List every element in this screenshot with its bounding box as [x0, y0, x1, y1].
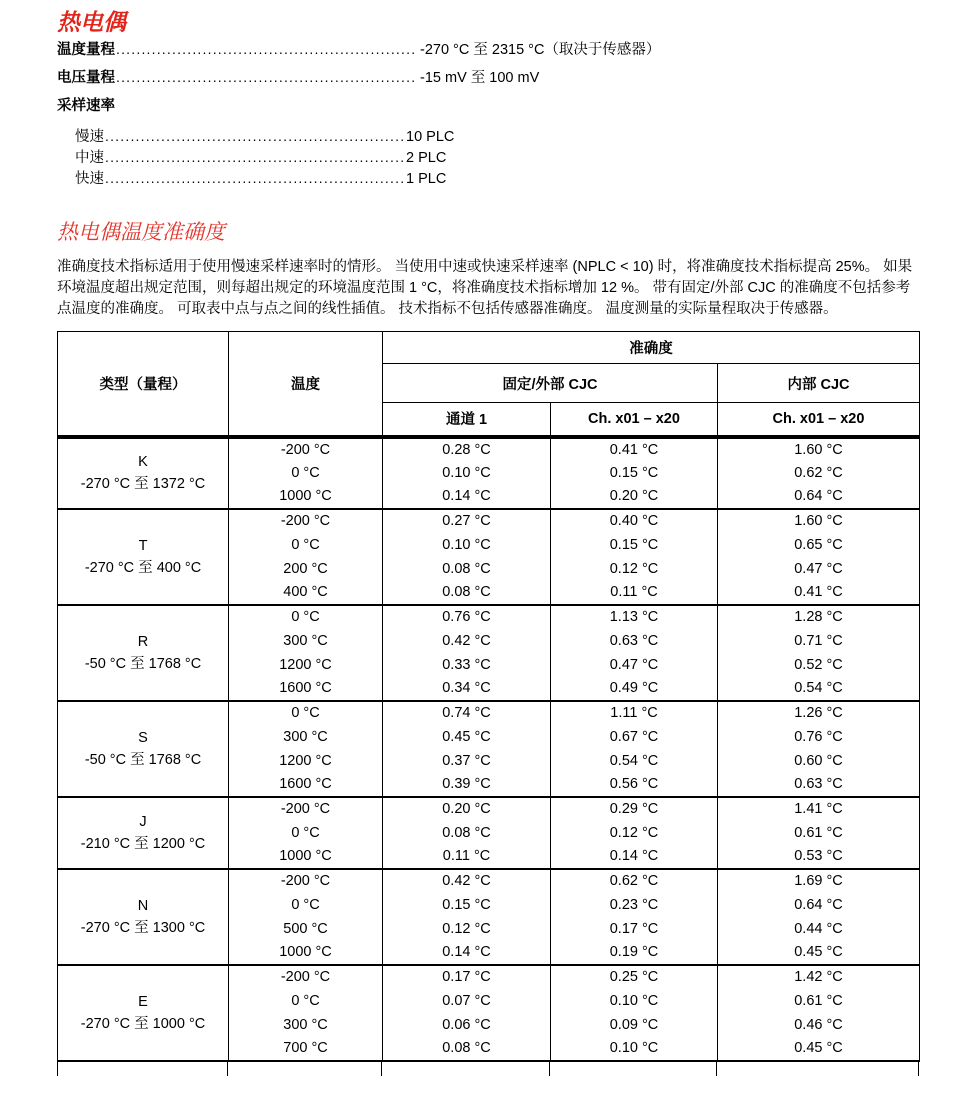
internal-accuracy-cell: 0.41 °C	[718, 581, 920, 605]
channel1-accuracy-cell: 0.74 °C	[383, 701, 551, 725]
channel1-accuracy-cell: 0.34 °C	[383, 677, 551, 701]
spec-value: 1 PLC	[406, 171, 447, 187]
header-channel-1: 通道 1	[383, 403, 551, 437]
internal-accuracy-cell: 0.76 °C	[718, 725, 920, 749]
dot-leader	[116, 69, 417, 86]
channel1-accuracy-cell: 0.06 °C	[383, 1013, 551, 1037]
header-ch-x01-x20-internal: Ch. x01 – x20	[718, 403, 920, 437]
thermocouple-type: R	[137, 633, 149, 650]
channel1-accuracy-cell: 0.08 °C	[383, 821, 551, 845]
channel1-accuracy-cell: 0.12 °C	[383, 917, 551, 941]
thermocouple-range: -270 °C 至 1000 °C	[80, 1015, 206, 1032]
ch-x01-x20-accuracy-cell: 0.23 °C	[551, 893, 718, 917]
accuracy-row	[58, 701, 920, 725]
internal-accuracy-cell: 1.41 °C	[718, 797, 920, 821]
column-border-stub	[227, 1062, 228, 1076]
column-border-stub	[57, 1062, 58, 1076]
thermocouple-range: -270 °C 至 400 °C	[84, 559, 202, 576]
channel1-accuracy-cell: 0.17 °C	[383, 965, 551, 989]
spec-left	[57, 94, 420, 115]
channel1-accuracy-cell: 0.27 °C	[383, 509, 551, 533]
internal-accuracy-cell: 0.61 °C	[718, 989, 920, 1013]
channel1-accuracy-cell: 0.08 °C	[383, 581, 551, 605]
temp-cell: 1200 °C	[229, 749, 383, 773]
channel1-accuracy-cell: 0.07 °C	[383, 989, 551, 1013]
spec-row-sample-rate	[57, 94, 974, 122]
internal-accuracy-cell: 1.69 °C	[718, 869, 920, 893]
accuracy-row	[58, 605, 920, 629]
accuracy-row	[58, 797, 920, 821]
temp-cell: 1600 °C	[229, 677, 383, 701]
temp-cell: 1000 °C	[229, 941, 383, 965]
type-range-cell	[58, 797, 229, 869]
temp-cell: 0 °C	[229, 461, 383, 485]
type-range-cell	[58, 605, 229, 701]
internal-accuracy-cell: 0.60 °C	[718, 749, 920, 773]
internal-accuracy-cell: 0.45 °C	[718, 1037, 920, 1061]
temp-cell: -200 °C	[229, 965, 383, 989]
accuracy-notes: 准确度技术指标适用于使用慢速采样速率时的情形。 当使用中速或快速采样速率 (NPLC < 10) 时，将准确度技术指标提高 25%。 如果环境温度超出规定范围，则每超出规定的环境温度范围 1 °C，将准确度技术指标增加 12 %。 带有固定/外部 CJC 的准确度不包括参考点温度的准确度。 可取表中点与点之间的线性插值。 技术指标不包括传感器准确度。 温度测量的实际量程取决于传感器。	[57, 259, 913, 317]
table-continuation-cutoff	[57, 1062, 919, 1076]
internal-accuracy-cell: 0.63 °C	[718, 773, 920, 797]
thermocouple-range: -210 °C 至 1200 °C	[80, 835, 206, 852]
channel1-accuracy-cell: 0.39 °C	[383, 773, 551, 797]
channel1-accuracy-cell: 0.14 °C	[383, 485, 551, 509]
channel1-accuracy-cell: 0.42 °C	[383, 869, 551, 893]
channel1-accuracy-cell: 0.10 °C	[383, 461, 551, 485]
spec-label: 电压量程	[57, 70, 115, 86]
thermocouple-type: K	[138, 454, 148, 470]
thermocouple-type: T	[138, 537, 148, 554]
internal-accuracy-cell: 1.28 °C	[718, 605, 920, 629]
temp-cell: 1000 °C	[229, 485, 383, 509]
ch-x01-x20-accuracy-cell: 0.15 °C	[551, 461, 718, 485]
ch-x01-x20-accuracy-cell: 0.62 °C	[551, 869, 718, 893]
spec-label: 采样速率	[57, 98, 115, 114]
internal-accuracy-cell: 0.47 °C	[718, 557, 920, 581]
channel1-accuracy-cell: 0.20 °C	[383, 797, 551, 821]
temp-cell: 0 °C	[229, 893, 383, 917]
channel1-accuracy-cell: 0.11 °C	[383, 845, 551, 869]
temp-cell: 0 °C	[229, 701, 383, 725]
spec-row-voltage-range	[57, 66, 974, 94]
thermocouple-range: -270 °C 至 1300 °C	[80, 919, 206, 936]
ch-x01-x20-accuracy-cell: 0.40 °C	[551, 509, 718, 533]
ch-x01-x20-accuracy-cell: 0.54 °C	[551, 749, 718, 773]
channel1-accuracy-cell: 0.28 °C	[383, 437, 551, 461]
accuracy-table-body	[58, 437, 920, 1061]
temp-cell: 300 °C	[229, 629, 383, 653]
temp-cell: -200 °C	[229, 869, 383, 893]
temp-cell: 200 °C	[229, 557, 383, 581]
channel1-accuracy-cell: 0.33 °C	[383, 653, 551, 677]
internal-accuracy-cell: 1.42 °C	[718, 965, 920, 989]
column-border-stub	[716, 1062, 717, 1076]
spec-row-temperature-range	[57, 38, 974, 66]
ch-x01-x20-accuracy-cell: 0.47 °C	[551, 653, 718, 677]
dot-leader	[116, 41, 417, 58]
ch-x01-x20-accuracy-cell: 0.14 °C	[551, 845, 718, 869]
ch-x01-x20-accuracy-cell: 0.20 °C	[551, 485, 718, 509]
ch-x01-x20-accuracy-cell: 0.10 °C	[551, 1037, 718, 1061]
spec-left	[75, 167, 406, 188]
type-range-cell	[58, 437, 229, 509]
temp-cell: 0 °C	[229, 605, 383, 629]
dot-leader	[105, 128, 403, 145]
ch-x01-x20-accuracy-cell: 0.09 °C	[551, 1013, 718, 1037]
spec-list	[57, 38, 974, 188]
channel1-accuracy-cell: 0.37 °C	[383, 749, 551, 773]
ch-x01-x20-accuracy-cell: 1.13 °C	[551, 605, 718, 629]
accuracy-table-header	[58, 332, 920, 437]
spec-value: -270 °C 至 2315 °C（取决于传感器）	[420, 42, 661, 58]
ch-x01-x20-accuracy-cell: 0.12 °C	[551, 557, 718, 581]
ch-x01-x20-accuracy-cell: 0.19 °C	[551, 941, 718, 965]
internal-accuracy-cell: 1.60 °C	[718, 509, 920, 533]
ch-x01-x20-accuracy-cell: 0.29 °C	[551, 797, 718, 821]
spec-label: 中速	[75, 150, 104, 166]
internal-accuracy-cell: 0.61 °C	[718, 821, 920, 845]
type-range-cell	[58, 509, 229, 605]
header-type: 类型（量程）	[58, 332, 229, 437]
spec-left	[75, 125, 406, 146]
dot-leader	[105, 149, 403, 166]
internal-accuracy-cell: 0.44 °C	[718, 917, 920, 941]
accuracy-section-title: 热电偶温度准确度	[57, 220, 225, 244]
ch-x01-x20-accuracy-cell: 0.49 °C	[551, 677, 718, 701]
temp-cell: -200 °C	[229, 437, 383, 461]
header-fixed-external-cjc: 固定/外部 CJC	[383, 364, 718, 403]
spec-left	[57, 38, 420, 59]
ch-x01-x20-accuracy-cell: 0.17 °C	[551, 917, 718, 941]
temp-cell: 0 °C	[229, 533, 383, 557]
channel1-accuracy-cell: 0.14 °C	[383, 941, 551, 965]
thermocouple-type: S	[138, 729, 148, 746]
internal-accuracy-cell: 0.46 °C	[718, 1013, 920, 1037]
channel1-accuracy-cell: 0.08 °C	[383, 557, 551, 581]
temp-cell: 500 °C	[229, 917, 383, 941]
channel1-accuracy-cell: 0.76 °C	[383, 605, 551, 629]
internal-accuracy-cell: 0.64 °C	[718, 893, 920, 917]
dot-leader	[105, 170, 403, 187]
ch-x01-x20-accuracy-cell: 0.56 °C	[551, 773, 718, 797]
accuracy-row	[58, 965, 920, 989]
column-border-stub	[918, 1062, 919, 1076]
temp-cell: 300 °C	[229, 725, 383, 749]
internal-accuracy-cell: 0.45 °C	[718, 941, 920, 965]
spec-row-slow	[75, 125, 974, 146]
temp-cell: 700 °C	[229, 1037, 383, 1061]
accuracy-row	[58, 509, 920, 533]
spec-value: 10 PLC	[406, 129, 455, 145]
channel1-accuracy-cell: 0.42 °C	[383, 629, 551, 653]
spec-row-fast	[75, 167, 974, 188]
spec-left	[57, 66, 420, 87]
header-temperature: 温度	[229, 332, 383, 437]
spec-label: 快速	[75, 171, 104, 187]
internal-accuracy-cell: 0.65 °C	[718, 533, 920, 557]
header-accuracy: 准确度	[383, 332, 920, 364]
temp-cell: -200 °C	[229, 509, 383, 533]
internal-accuracy-cell: 0.53 °C	[718, 845, 920, 869]
accuracy-row	[58, 437, 920, 461]
channel1-accuracy-cell: 0.10 °C	[383, 533, 551, 557]
temp-cell: 0 °C	[229, 989, 383, 1013]
thermocouple-type: E	[138, 993, 148, 1010]
spec-value: -15 mV 至 100 mV	[420, 70, 540, 86]
internal-accuracy-cell: 0.62 °C	[718, 461, 920, 485]
channel1-accuracy-cell: 0.45 °C	[383, 725, 551, 749]
header-internal-cjc: 内部 CJC	[718, 364, 920, 403]
channel1-accuracy-cell: 0.08 °C	[383, 1037, 551, 1061]
ch-x01-x20-accuracy-cell: 0.10 °C	[551, 989, 718, 1013]
ch-x01-x20-accuracy-cell: 0.12 °C	[551, 821, 718, 845]
spec-label: 温度量程	[57, 42, 115, 58]
internal-accuracy-cell: 0.54 °C	[718, 677, 920, 701]
ch-x01-x20-accuracy-cell: 0.15 °C	[551, 533, 718, 557]
ch-x01-x20-accuracy-cell: 0.67 °C	[551, 725, 718, 749]
spec-row-medium	[75, 146, 974, 167]
temp-cell: 1000 °C	[229, 845, 383, 869]
temp-cell: 400 °C	[229, 581, 383, 605]
type-range-cell	[58, 701, 229, 797]
temp-cell: 1200 °C	[229, 653, 383, 677]
spec-label: 慢速	[75, 129, 104, 145]
temp-cell: 1600 °C	[229, 773, 383, 797]
spec-value: 2 PLC	[406, 150, 447, 166]
ch-x01-x20-accuracy-cell: 1.11 °C	[551, 701, 718, 725]
spec-left	[75, 146, 406, 167]
internal-accuracy-cell: 1.60 °C	[718, 437, 920, 461]
ch-x01-x20-accuracy-cell: 0.41 °C	[551, 437, 718, 461]
column-border-stub	[381, 1062, 382, 1076]
channel1-accuracy-cell: 0.15 °C	[383, 893, 551, 917]
type-range-cell	[58, 869, 229, 965]
thermocouple-type: N	[137, 897, 149, 914]
ch-x01-x20-accuracy-cell: 0.25 °C	[551, 965, 718, 989]
page-title: 热电偶	[57, 9, 126, 35]
internal-accuracy-cell: 0.52 °C	[718, 653, 920, 677]
datasheet-page	[0, 9, 974, 1104]
ch-x01-x20-accuracy-cell: 0.63 °C	[551, 629, 718, 653]
thermocouple-range: -50 °C 至 1768 °C	[84, 751, 202, 768]
temp-cell: 0 °C	[229, 821, 383, 845]
thermocouple-type: J	[139, 813, 147, 830]
internal-accuracy-cell: 0.64 °C	[718, 485, 920, 509]
thermocouple-range: -50 °C 至 1768 °C	[84, 655, 202, 672]
accuracy-row	[58, 869, 920, 893]
type-range-cell	[58, 965, 229, 1061]
internal-accuracy-cell: 1.26 °C	[718, 701, 920, 725]
header-ch-x01-x20-fixed: Ch. x01 – x20	[551, 403, 718, 437]
accuracy-table	[57, 331, 920, 1062]
internal-accuracy-cell: 0.71 °C	[718, 629, 920, 653]
ch-x01-x20-accuracy-cell: 0.11 °C	[551, 581, 718, 605]
thermocouple-range: -270 °C 至 1372 °C	[80, 476, 206, 492]
temp-cell: -200 °C	[229, 797, 383, 821]
column-border-stub	[549, 1062, 550, 1076]
temp-cell: 300 °C	[229, 1013, 383, 1037]
